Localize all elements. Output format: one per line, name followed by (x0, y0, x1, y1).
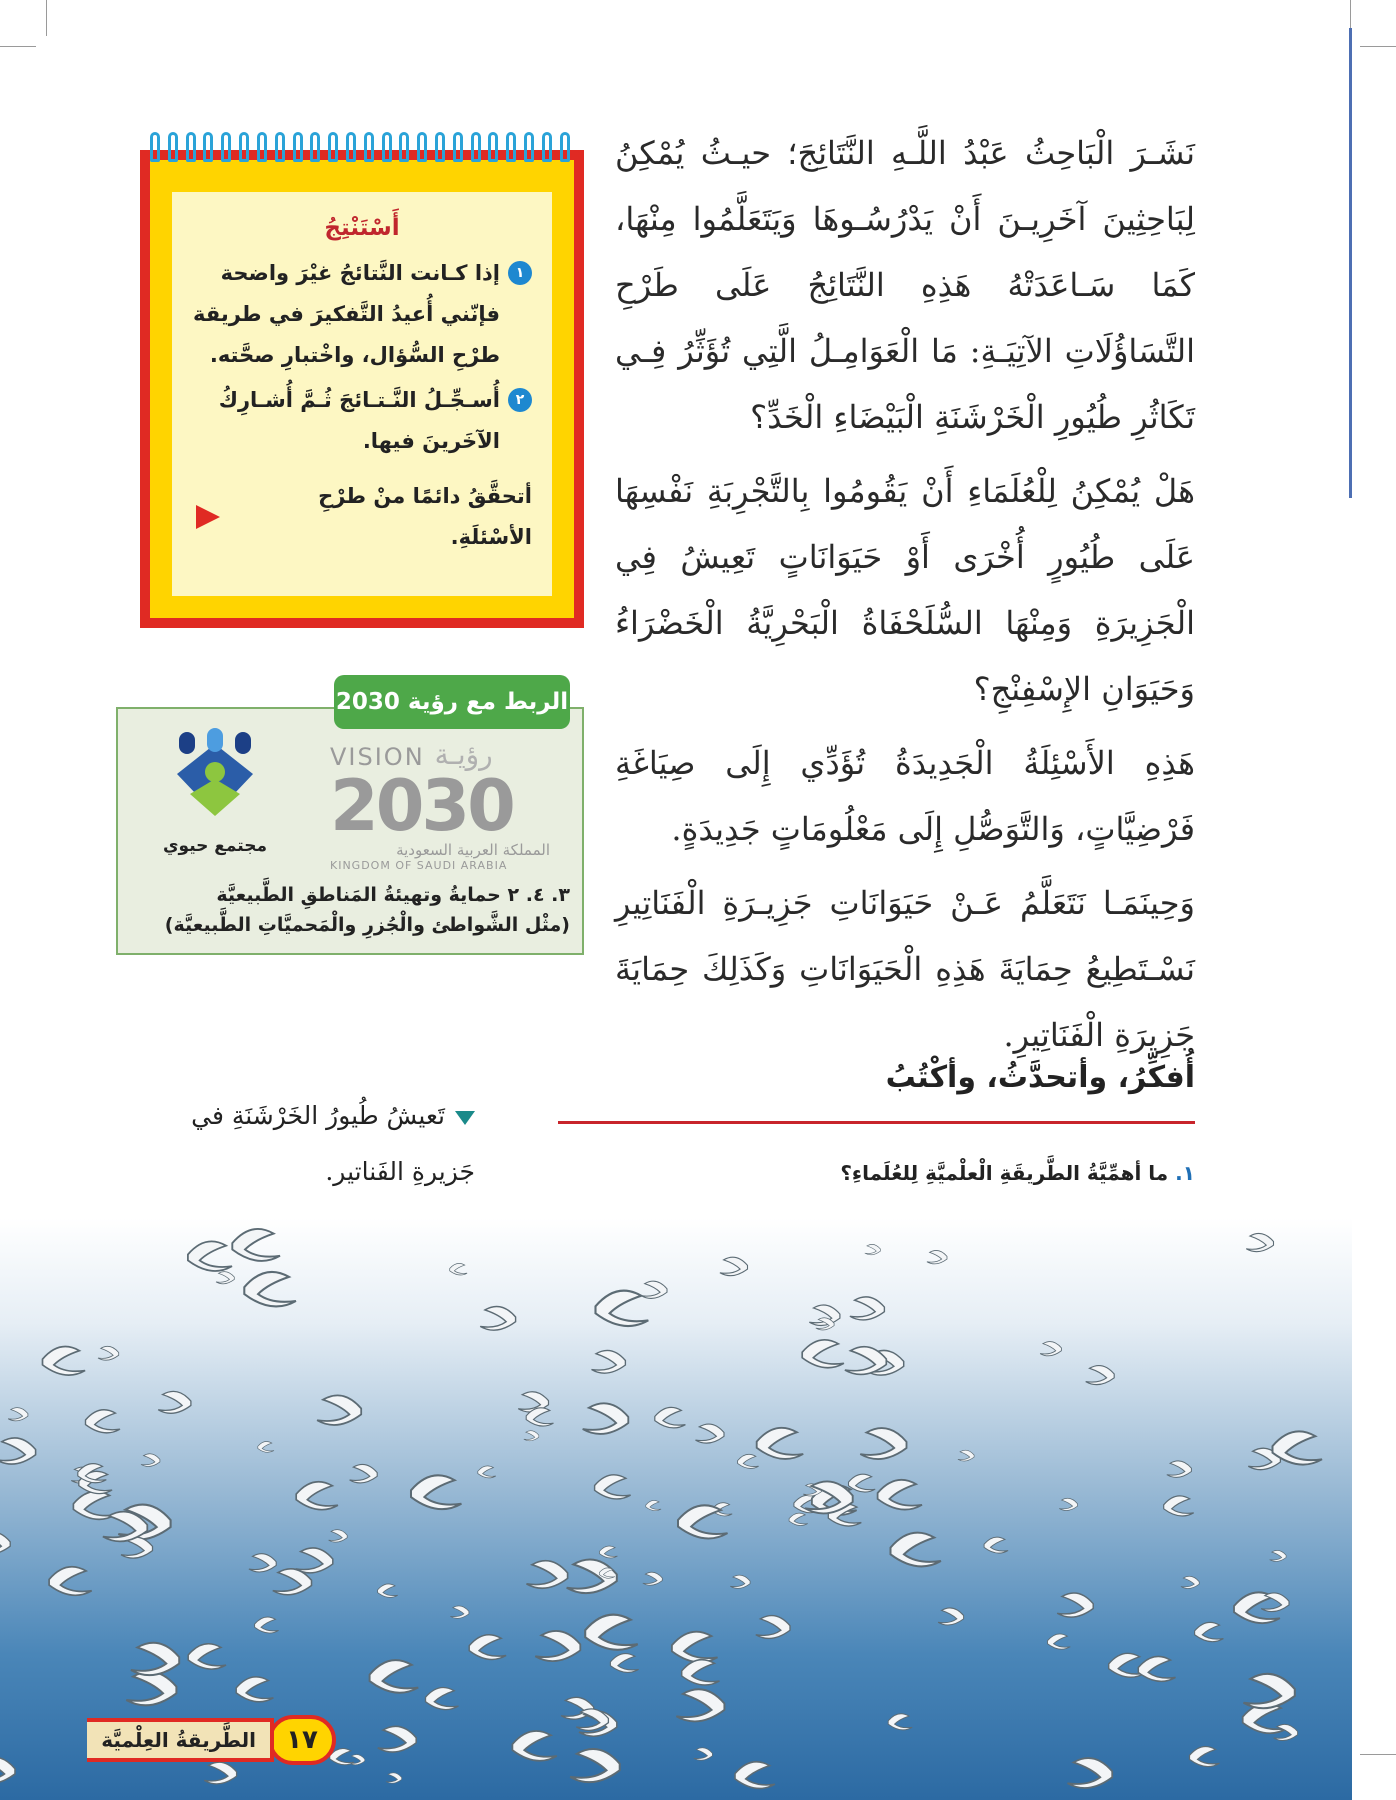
check-note-text: أتحقَّقُ دائمًا منْ طرْحِ الأسْئلَةِ. (318, 484, 532, 549)
crop-mark (1360, 1754, 1396, 1755)
check-note (192, 476, 532, 558)
logo-year: 2030 (330, 765, 513, 847)
chapter-name: الطَّريقةُ العِلْميَّة (87, 1718, 274, 1762)
crop-mark (0, 46, 36, 47)
crop-mark (46, 0, 47, 36)
conclude-notepad (140, 150, 584, 628)
logo-arabic-word: رؤيـة (434, 738, 493, 771)
notepad-item (192, 380, 532, 462)
paragraph-1: نَشَـرَ الْبَاحِثُ عَبْدُ اللَّـهِ النَّتَائِجَ؛ حيـثُ يُمْكِنُ لِبَاحِثِينَ آخَرِيـنَ أَنْ يَدْرُسُـوهَا وَيَتَعَلَّمُوا مِنْهَا، كَمَا سَـاعَدَتْهُ هَذِهِ النَّتَائِجُ عَلَى طَرْحِ التَّسَاؤُلَاتِ الآتِيَـةِ: مَا الْعَوَامِـلُ الَّتِي تُؤَثِّرُ فِـي تَكَاثُرِ طُيُورِ الْخَرْشَنَةِ الْبَيْضَاءِ الْخَدِّ؟ (615, 134, 1195, 436)
vibrant-society-icon (165, 724, 265, 824)
notepad-item-text: إذا كـانت النَّتائجُ غيْرَ واضحة فإنّني أُعيدُ التَّفكيرَ في طريقة طرْحِ السُّؤال، واخْتبارِ صحَّته. (192, 261, 500, 367)
page-edge-line (1349, 28, 1352, 498)
logo-vision-word: VISION (330, 743, 425, 771)
logo-kingdom-english: KINGDOM OF SAUDI ARABIA (330, 859, 508, 872)
number-badge: ٢ (508, 388, 532, 412)
triangle-pointer-icon (196, 505, 220, 529)
notepad-title: أَسْتَنْتِجُ (324, 215, 400, 241)
crop-mark (1360, 46, 1396, 47)
question-1 (530, 1140, 1195, 1206)
caption-line: جَزيرةِ الفَناتير. (325, 1157, 475, 1186)
vision-goal-line: (مثْل الشَّواطئ والْجُزرِ والْمَحميَّاتِ الطَّبيعيَّة) (164, 914, 570, 936)
vibrant-society-label: مجتمع حيوي (162, 836, 268, 856)
triangle-down-icon (455, 1111, 475, 1125)
paragraph-3: هَذِهِ الأَسْئِلَةُ الْجَدِيدَةُ تُؤَدِّي إِلَى صِيَاغَةِ فَرْضِيَّاتٍ، وَالتَّوَصُّلِ إِلَى مَعْلُومَاتٍ جَدِيدَةٍ. (615, 744, 1195, 848)
spiral-binding (150, 132, 570, 168)
paragraph-2: هَلْ يُمْكِنُ لِلْعُلَمَاءِ أَنْ يَقُومُوا بِالتَّجْرِبَةِ نَفْسِهَا عَلَى طُيُورٍ أُخْرَى أَوْ حَيَوَانَاتٍ تَعِيشُ فِي الْجَزِيرَةِ وَمِنْهَا السُّلَحْفَاةُ الْبَحْرِيَّةُ الْخَضْرَاءُ وَحَيَوَانِ الإِسْفِنْجِ؟ (615, 472, 1195, 708)
notepad-paper (172, 192, 552, 596)
section-heading: أُفكِّرُ، وأتحدَّثُ، وأكْتُبُ (885, 1060, 1195, 1095)
main-text (615, 120, 1195, 1076)
page-number: ١٧ (268, 1715, 336, 1765)
notepad-item-text: أُسـجِّـلُ النَّـتـائجَ ثُـمَّ أُشـارِكُ الآخَرينَ فيها. (218, 388, 500, 453)
notepad-frame (150, 160, 574, 618)
notepad-item (192, 253, 532, 376)
logo-kingdom-arabic: المملكة العربية السعودية (396, 841, 550, 859)
caption-line: تَعيشُ طُيورُ الخَرْشَنَةِ في (191, 1101, 445, 1130)
vision-tab: الربط مع رؤية 2030 (334, 675, 570, 729)
vision-goal-line: ٣. ٤. ٢ حمايةُ وتهيئةُ المَناطقِ الطَّبيعيَّة (216, 884, 570, 906)
footer-badge (16, 1710, 336, 1770)
vision-2030-logo (330, 738, 550, 872)
question-text: ما أهمِّيَّةُ الطَّريقَةِ الْعلْميَّةِ لِلعُلَماءِ؟ (840, 1161, 1169, 1185)
vision-goal (140, 880, 570, 940)
number-badge: ١ (508, 261, 532, 285)
question-number: ١. (1175, 1161, 1195, 1185)
red-divider (558, 1121, 1195, 1124)
paragraph-4: وَحِينَمَـا نَتَعَلَّمُ عَـنْ حَيَوَانَاتِ جَزِيـرَةِ الْفَنَاتِيرِ نَسْـتَطِيعُ حِمَايَةَ هَذِهِ الْحَيَوَانَاتِ وَكَذَلِكَ حِمَايَةَ جَزِيرَةِ الْفَنَاتِيرِ. (615, 884, 1195, 1054)
photo-caption (130, 1088, 475, 1200)
